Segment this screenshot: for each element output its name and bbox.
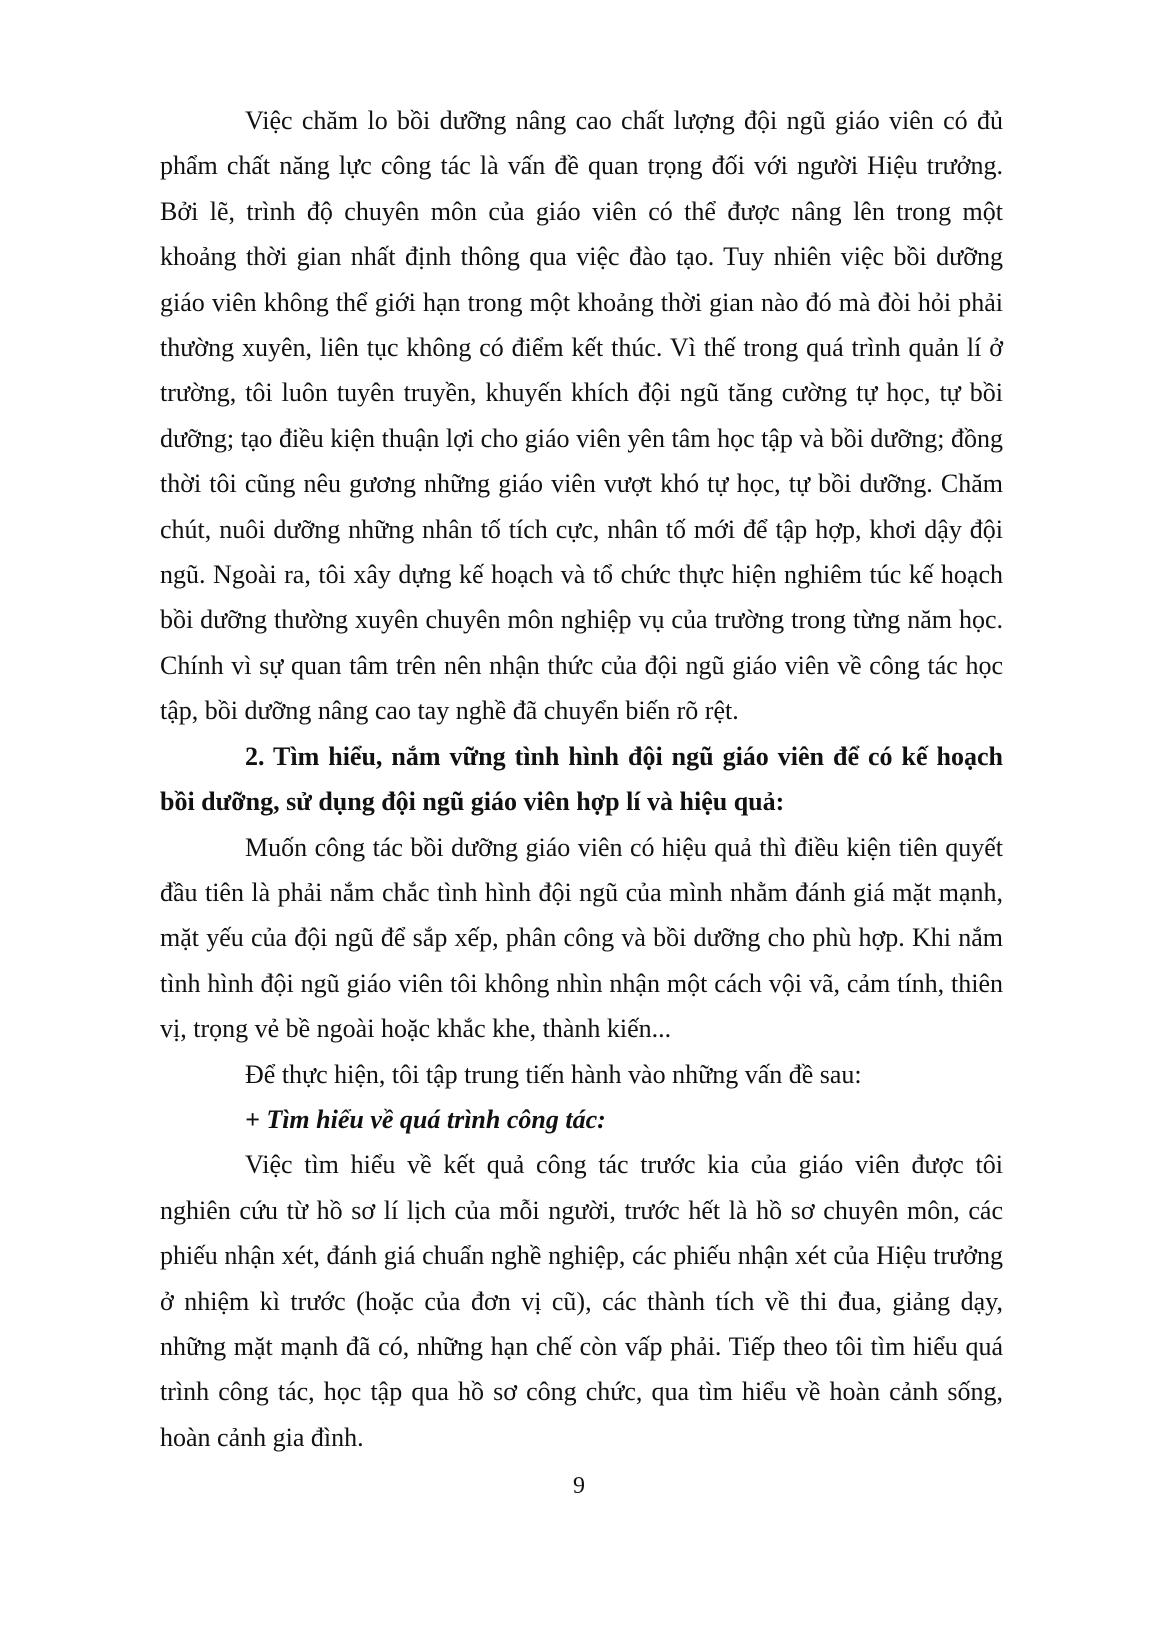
- document-body: [160, 98, 1003, 1460]
- paragraph-records-research: Việc tìm hiểu về kết quả công tác trước kia của giáo viên được tôi nghiên cứu từ hồ sơ lí lịch của mỗi người, trước hết là hồ sơ chuyên môn, các phiếu nhận xét, đánh giá chuẩn nghề nghiệp, các phiếu nhận xét của Hiệu trưởng ở nhiệm kì trước (hoặc của đơn vị cũ), các thành tích về thi đua, giảng dạy, những mặt mạnh đã có, những hạn chế còn vấp phải. Tiếp theo tôi tìm hiểu quá trình công tác, học tập qua hồ sơ công chức, qua tìm hiểu về hoàn cảnh sống, hoàn cảnh gia đình.: [160, 1150, 1003, 1452]
- section-heading-2: 2. Tìm hiểu, nắm vững tình hình đội ngũ giáo viên để có kế hoạch bồi dưỡng, sử dụng đội ngũ giáo viên hợp lí và hiệu quả:: [160, 741, 1003, 817]
- page-number: 9: [573, 1473, 585, 1499]
- subheading-work-history: + Tìm hiểu về quá trình công tác:: [245, 1104, 606, 1134]
- paragraph-implementation: Để thực hiện, tôi tập trung tiến hành vào những vấn đề sau:: [245, 1059, 862, 1089]
- paragraph-teacher-training: Việc chăm lo bồi dưỡng nâng cao chất lượng đội ngũ giáo viên có đủ phẩm chất năng lực công tác là vấn đề quan trọng đối với người Hiệu trưởng. Bởi lẽ, trình độ chuyên môn của giáo viên có thể được nâng lên trong một khoảng thời gian nhất định thông qua việc đào tạo. Tuy nhiên việc bồi dưỡng giáo viên không thể giới hạn trong một khoảng thời gian nào đó mà đòi hỏi phải thường xuyên, liên tục không có điểm kết thúc. Vì thế trong quá trình quản lí ở trường, tôi luôn tuyên truyền, khuyến khích đội ngũ tăng cường tự học, tự bồi dưỡng; tạo điều kiện thuận lợi cho giáo viên yên tâm học tập và bồi dưỡng; đồng thời tôi cũng nêu gương những giáo viên vượt khó tự học, tự bồi dưỡng. Chăm chút, nuôi dưỡng những nhân tố tích cực, nhân tố mới để tập hợp, khơi dậy đội ngũ. Ngoài ra, tôi xây dựng kế hoạch và tổ chức thực hiện nghiêm túc kế hoạch bồi dưỡng thường xuyên chuyên môn nghiệp vụ của trường trong từng năm học. Chính vì sự quan tâm trên nên nhận thức của đội ngũ giáo viên về công tác học tập, bồi dưỡng nâng cao tay nghề đã chuyển biến rõ rệt.: [160, 106, 1003, 726]
- paragraph-prerequisite: Muốn công tác bồi dưỡng giáo viên có hiệu quả thì điều kiện tiên quyết đầu tiên là phải nắm chắc tình hình đội ngũ của mình nhằm đánh giá mặt mạnh, mặt yếu của đội ngũ để sắp xếp, phân công và bồi dưỡng cho phù hợp. Khi nắm tình hình đội ngũ giáo viên tôi không nhìn nhận một cách vội vã, cảm tính, thiên vị, trọng vẻ bề ngoài hoặc khắc khe, thành kiến...: [160, 832, 1003, 1044]
